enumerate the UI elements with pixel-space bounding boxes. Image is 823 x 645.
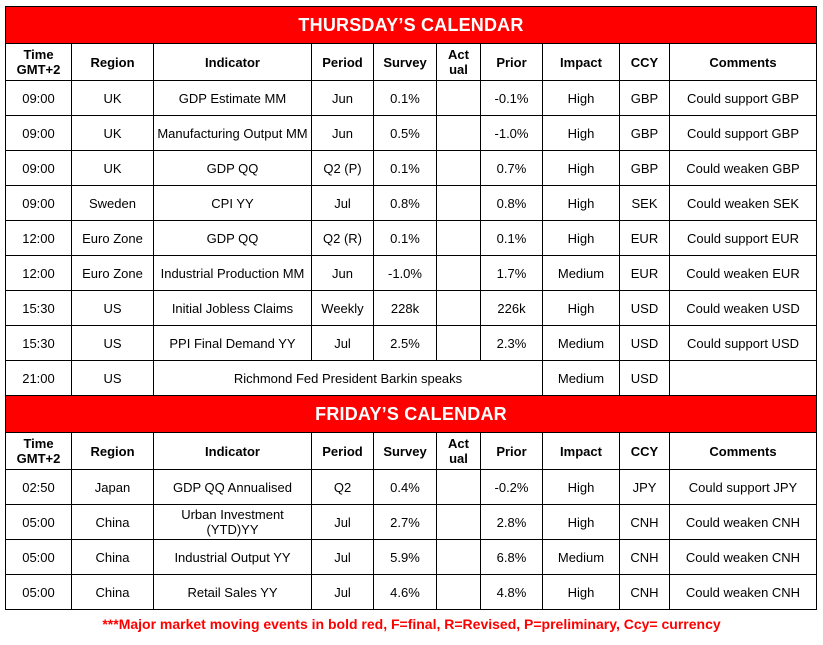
header-period-text: Period xyxy=(322,443,363,459)
cell-prior: 2.3% xyxy=(481,326,543,361)
cell-period: Jul xyxy=(312,186,374,221)
cell-region: China xyxy=(72,540,154,575)
table-row xyxy=(6,540,817,575)
cell-time: 21:00 xyxy=(6,361,72,396)
header-actual-text: Act xyxy=(448,436,469,451)
cell-indicator: GDP QQ xyxy=(154,151,312,186)
cell-actual xyxy=(437,470,481,505)
cell-comments xyxy=(670,361,817,396)
header-indicator-text: Indicator xyxy=(205,443,260,459)
cell-survey: 5.9% xyxy=(374,540,437,575)
cell-period: Jun xyxy=(312,256,374,291)
header-region xyxy=(72,433,154,470)
header-region xyxy=(72,44,154,81)
cell-comments: Could support JPY xyxy=(670,470,817,505)
header-region-text: Region xyxy=(90,443,135,459)
table-row xyxy=(6,326,817,361)
cell-time: 05:00 xyxy=(6,540,72,575)
cell-indicator: CPI YY xyxy=(154,186,312,221)
table-row xyxy=(6,151,817,186)
cell-region: US xyxy=(72,291,154,326)
cell-prior: -0.1% xyxy=(481,81,543,116)
cell-survey: 2.5% xyxy=(374,326,437,361)
cell-ccy: USD xyxy=(620,291,670,326)
cell-actual xyxy=(437,505,481,540)
header-indicator xyxy=(154,433,312,470)
header-impact-text: Impact xyxy=(560,54,602,70)
cell-indicator: Manufacturing Output MM xyxy=(154,116,312,151)
cell-region: China xyxy=(72,505,154,540)
table-row xyxy=(6,81,817,116)
thursday-header-row xyxy=(6,44,817,81)
cell-time: 15:30 xyxy=(6,291,72,326)
header-period-text: Period xyxy=(322,54,363,70)
cell-prior: -1.0% xyxy=(481,116,543,151)
header-actual xyxy=(437,433,481,470)
table-row xyxy=(6,256,817,291)
header-indicator xyxy=(154,44,312,81)
header-ccy-text: CCY xyxy=(630,54,659,70)
header-comments xyxy=(670,44,817,81)
cell-impact: High xyxy=(543,505,620,540)
cell-prior: 0.8% xyxy=(481,186,543,221)
cell-time: 09:00 xyxy=(6,151,72,186)
cell-ccy: CNH xyxy=(620,540,670,575)
cell-impact: High xyxy=(543,291,620,326)
cell-ccy: GBP xyxy=(620,151,670,186)
cell-comments: Could support USD xyxy=(670,326,817,361)
cell-survey: 2.7% xyxy=(374,505,437,540)
header-prior-text: Prior xyxy=(496,54,527,70)
friday-banner xyxy=(6,396,817,433)
cell-indicator: Initial Jobless Claims xyxy=(154,291,312,326)
cell-impact: Medium xyxy=(543,256,620,291)
cell-actual xyxy=(437,221,481,256)
cell-survey: 0.1% xyxy=(374,151,437,186)
table-row xyxy=(6,505,817,540)
cell-prior: 226k xyxy=(481,291,543,326)
cell-impact: High xyxy=(543,81,620,116)
cell-period: Jun xyxy=(312,116,374,151)
cell-comments: Could weaken CNH xyxy=(670,505,817,540)
cell-time: 12:00 xyxy=(6,221,72,256)
cell-impact: Medium xyxy=(543,361,620,396)
cell-region: Japan xyxy=(72,470,154,505)
cell-impact: Medium xyxy=(543,326,620,361)
header-actual xyxy=(437,44,481,81)
cell-prior: 0.7% xyxy=(481,151,543,186)
header-period xyxy=(312,44,374,81)
cell-survey: 0.5% xyxy=(374,116,437,151)
cell-actual xyxy=(437,81,481,116)
header-actual-text: ual xyxy=(449,451,468,466)
cell-time: 09:00 xyxy=(6,81,72,116)
cell-impact: High xyxy=(543,186,620,221)
cell-comments: Could weaken GBP xyxy=(670,151,817,186)
cell-region: US xyxy=(72,326,154,361)
header-ccy xyxy=(620,44,670,81)
cell-comments: Could weaken EUR xyxy=(670,256,817,291)
thursday-banner xyxy=(6,7,817,44)
header-region-text: Region xyxy=(90,54,135,70)
cell-period: Jul xyxy=(312,326,374,361)
cell-indicator: GDP Estimate MM xyxy=(154,81,312,116)
cell-indicator: Industrial Output YY xyxy=(154,540,312,575)
cell-prior: 6.8% xyxy=(481,540,543,575)
cell-period: Jul xyxy=(312,575,374,610)
cell-ccy: CNH xyxy=(620,505,670,540)
cell-survey: 0.4% xyxy=(374,470,437,505)
cell-comments: Could support GBP xyxy=(670,81,817,116)
economic-calendar xyxy=(5,6,816,610)
cell-comments: Could support GBP xyxy=(670,116,817,151)
cell-ccy: USD xyxy=(620,361,670,396)
cell-prior: 0.1% xyxy=(481,221,543,256)
cell-region: UK xyxy=(72,116,154,151)
cell-period: Jul xyxy=(312,505,374,540)
cell-time: 02:50 xyxy=(6,470,72,505)
cell-ccy: JPY xyxy=(620,470,670,505)
cell-actual xyxy=(437,291,481,326)
cell-actual xyxy=(437,326,481,361)
header-time xyxy=(6,433,72,470)
thursday-banner-title: THURSDAY’S CALENDAR xyxy=(6,7,817,44)
table-row xyxy=(6,291,817,326)
cell-ccy: EUR xyxy=(620,256,670,291)
table-row xyxy=(6,186,817,221)
cell-region: Euro Zone xyxy=(72,221,154,256)
cell-indicator: GDP QQ xyxy=(154,221,312,256)
cell-actual xyxy=(437,256,481,291)
header-indicator-text: Indicator xyxy=(205,54,260,70)
cell-ccy: USD xyxy=(620,326,670,361)
cell-region: UK xyxy=(72,151,154,186)
cell-impact: High xyxy=(543,470,620,505)
header-ccy xyxy=(620,433,670,470)
cell-ccy: CNH xyxy=(620,575,670,610)
cell-period: Q2 (P) xyxy=(312,151,374,186)
header-period xyxy=(312,433,374,470)
header-ccy-text: CCY xyxy=(630,443,659,459)
cell-period: Weekly xyxy=(312,291,374,326)
cell-time: 05:00 xyxy=(6,575,72,610)
cell-ccy: GBP xyxy=(620,116,670,151)
cell-period: Jun xyxy=(312,81,374,116)
cell-actual xyxy=(437,186,481,221)
header-comments-text: Comments xyxy=(709,54,777,70)
cell-time: 05:00 xyxy=(6,505,72,540)
cell-impact: High xyxy=(543,221,620,256)
cell-indicator: Industrial Production MM xyxy=(154,256,312,291)
cell-actual xyxy=(437,575,481,610)
cell-comments: Could weaken CNH xyxy=(670,575,817,610)
table-row xyxy=(6,575,817,610)
cell-impact: High xyxy=(543,116,620,151)
cell-region: Sweden xyxy=(72,186,154,221)
header-prior-text: Prior xyxy=(496,443,527,459)
header-time xyxy=(6,44,72,81)
cell-impact: High xyxy=(543,151,620,186)
header-time-text: GMT+2 xyxy=(16,62,61,77)
header-actual-text: ual xyxy=(449,62,468,77)
cell-prior: 1.7% xyxy=(481,256,543,291)
header-prior xyxy=(481,44,543,81)
header-impact-text: Impact xyxy=(560,443,602,459)
friday-header-row xyxy=(6,433,817,470)
cell-time: 12:00 xyxy=(6,256,72,291)
table-row xyxy=(6,470,817,505)
cell-survey: 0.1% xyxy=(374,81,437,116)
header-comments-text: Comments xyxy=(709,443,777,459)
cell-prior: 4.8% xyxy=(481,575,543,610)
cell-indicator: GDP QQ Annualised xyxy=(154,470,312,505)
header-impact xyxy=(543,433,620,470)
header-impact xyxy=(543,44,620,81)
cell-comments: Could weaken SEK xyxy=(670,186,817,221)
cell-period: Q2 (R) xyxy=(312,221,374,256)
table-row xyxy=(6,361,817,396)
table-row xyxy=(6,116,817,151)
header-survey xyxy=(374,433,437,470)
cell-survey: 228k xyxy=(374,291,437,326)
cell-region: US xyxy=(72,361,154,396)
header-comments xyxy=(670,433,817,470)
cell-ccy: SEK xyxy=(620,186,670,221)
cell-comments: Could support EUR xyxy=(670,221,817,256)
cell-time: 15:30 xyxy=(6,326,72,361)
calendar-table xyxy=(5,6,817,610)
cell-comments: Could weaken USD xyxy=(670,291,817,326)
header-time-text: GMT+2 xyxy=(16,451,61,466)
header-survey-text: Survey xyxy=(383,54,427,70)
cell-period: Q2 xyxy=(312,470,374,505)
header-survey xyxy=(374,44,437,81)
cell-impact: Medium xyxy=(543,540,620,575)
cell-ccy: GBP xyxy=(620,81,670,116)
header-survey-text: Survey xyxy=(383,443,427,459)
cell-indicator: PPI Final Demand YY xyxy=(154,326,312,361)
cell-comments: Could weaken CNH xyxy=(670,540,817,575)
cell-prior: -0.2% xyxy=(481,470,543,505)
cell-survey: 0.1% xyxy=(374,221,437,256)
cell-actual xyxy=(437,540,481,575)
cell-actual xyxy=(437,151,481,186)
header-time-text: Time xyxy=(23,436,54,451)
cell-indicator: Urban Investment (YTD)YY xyxy=(154,505,312,540)
cell-impact: High xyxy=(543,575,620,610)
cell-survey: 4.6% xyxy=(374,575,437,610)
cell-region: UK xyxy=(72,81,154,116)
header-prior xyxy=(481,433,543,470)
cell-time: 09:00 xyxy=(6,186,72,221)
header-actual-text: Act xyxy=(448,47,469,62)
cell-ccy: EUR xyxy=(620,221,670,256)
table-row xyxy=(6,221,817,256)
cell-survey: -1.0% xyxy=(374,256,437,291)
cell-event: Richmond Fed President Barkin speaks xyxy=(154,361,543,396)
cell-survey: 0.8% xyxy=(374,186,437,221)
cell-actual xyxy=(437,116,481,151)
footnote: ***Major market moving events in bold red, F=final, R=Revised, P=preliminary, Ccy= currency xyxy=(102,616,721,632)
cell-region: Euro Zone xyxy=(72,256,154,291)
header-time-text: Time xyxy=(23,47,54,62)
cell-prior: 2.8% xyxy=(481,505,543,540)
cell-region: China xyxy=(72,575,154,610)
cell-period: Jul xyxy=(312,540,374,575)
friday-banner-title: FRIDAY’S CALENDAR xyxy=(6,396,817,433)
cell-time: 09:00 xyxy=(6,116,72,151)
cell-indicator: Retail Sales YY xyxy=(154,575,312,610)
